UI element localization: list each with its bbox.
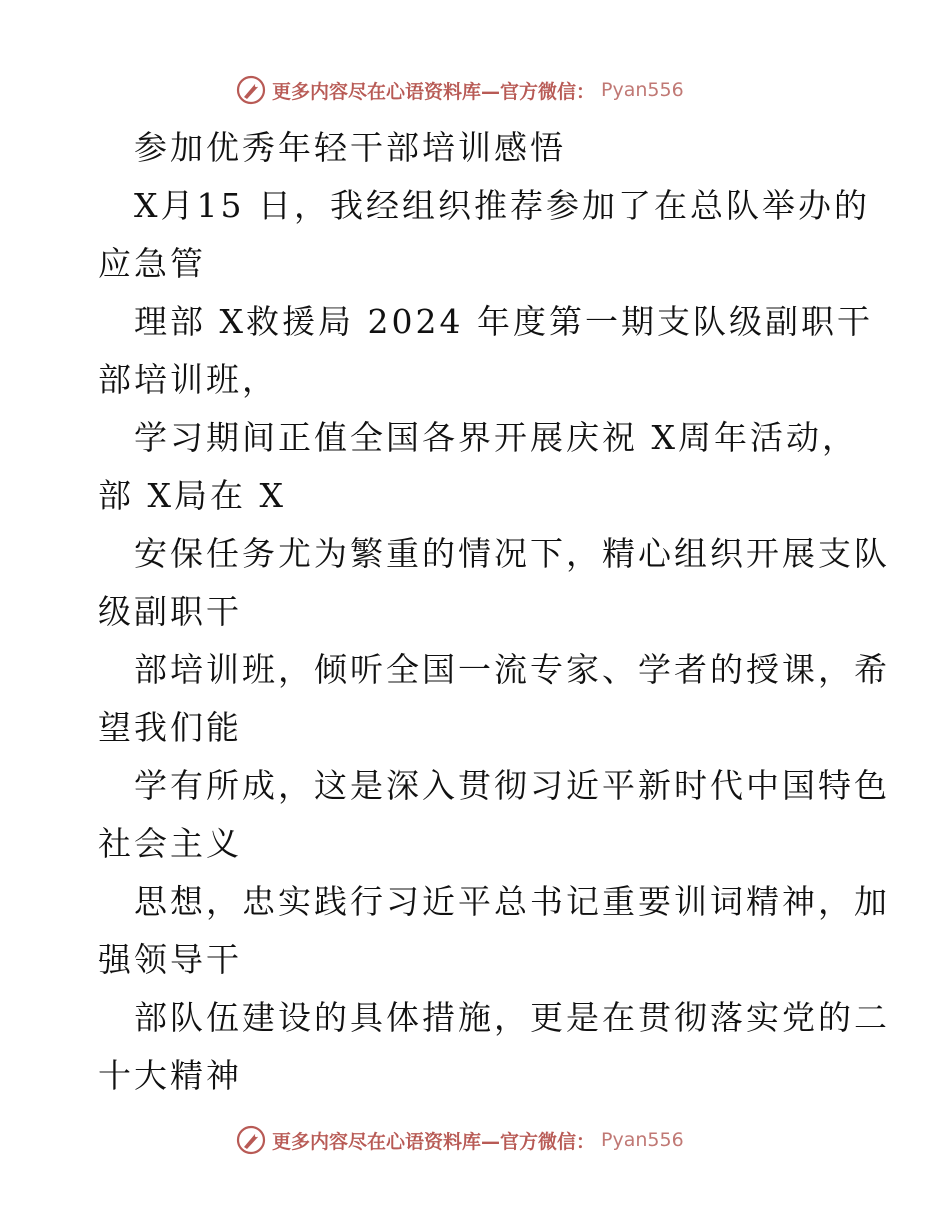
text-line: 部 X局在 X (98, 476, 286, 515)
text-line: 应急管 (98, 244, 206, 283)
text-line: 望我们能 (98, 708, 242, 747)
text-line: X月15 日，我经组织推荐参加了在总队举办的 (134, 186, 870, 225)
text-line: 强领导干 (98, 940, 242, 979)
footer-watermark (236, 1123, 684, 1157)
header-watermark (236, 73, 684, 107)
text-line: 思想，忠实践行习近平总书记重要训词精神，加 (134, 882, 890, 921)
text-line: 部培训班，倾听全国一流专家、学者的授课，希 (134, 650, 890, 689)
watermark-text: 更多内容尽在心语资料库—官方微信： (272, 80, 596, 103)
text-line: 学习期间正值全国各界开展庆祝 X周年活动， (134, 418, 858, 457)
watermark-handle: Pyan556 (601, 79, 684, 101)
pen-nib-logo-icon (236, 1125, 266, 1155)
text-line: 学有所成，这是深入贯彻习近平新时代中国特色 (134, 766, 890, 805)
watermark-handle: Pyan556 (601, 1129, 684, 1151)
text-line: 部队伍建设的具体措施，更是在贯彻落实党的二 (134, 998, 890, 1037)
text-line: 十大精神 (98, 1056, 242, 1095)
watermark-text: 更多内容尽在心语资料库—官方微信： (272, 1130, 596, 1153)
text-line: 部培训班， (98, 360, 278, 399)
document-title: 参加优秀年轻干部培训感悟 (134, 128, 566, 167)
pen-nib-logo-icon (236, 75, 266, 105)
text-line: 理部 X救援局 2024 年度第一期支队级副职干 (134, 302, 873, 341)
text-line: 安保任务尤为繁重的情况下，精心组织开展支队 (134, 534, 890, 573)
text-line: 社会主义 (98, 824, 242, 863)
text-line: 级副职干 (98, 592, 242, 631)
